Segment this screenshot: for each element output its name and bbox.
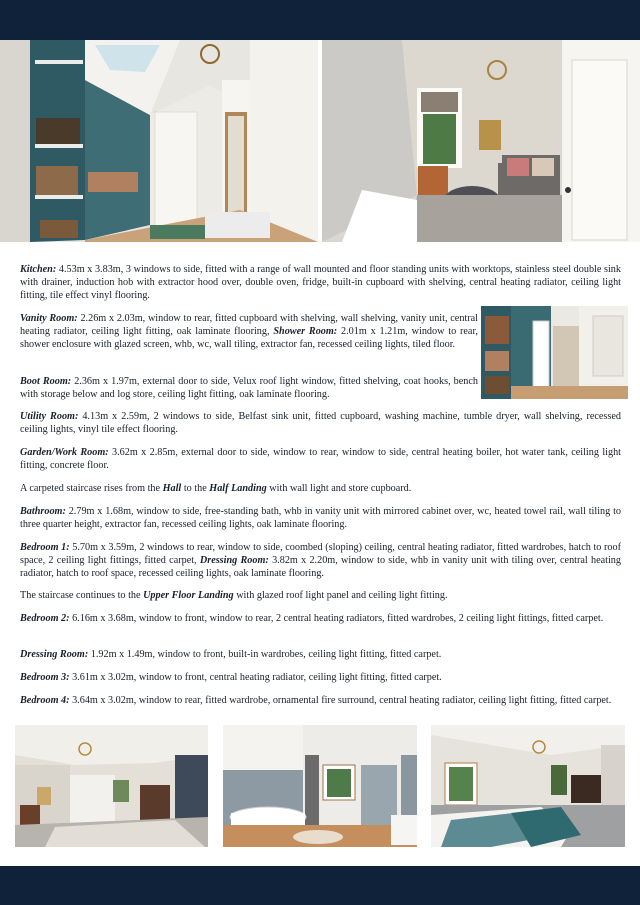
- kitchen-paragraph: [20, 264, 621, 303]
- vanity-room-label: Vanity Room:: [20, 313, 78, 324]
- upper-landing-paragraph: [20, 590, 621, 603]
- staircase-post: with wall light and store cupboard.: [266, 483, 412, 494]
- half-landing-label: Half Landing: [209, 483, 267, 494]
- upper-landing-post: with glazed roof light panel and ceiling light fitting.: [233, 590, 448, 601]
- bottom-banner: [0, 866, 640, 905]
- bedroom-four-photo: [431, 725, 625, 847]
- bedroom-1-paragraph: [20, 542, 621, 581]
- top-banner: [0, 0, 640, 40]
- kitchen-text: 4.53m x 3.83m, 3 windows to side, fitted with a range of wall mounted and floor standing units with worktops, stainless steel double sink with drainer, induction hob with extractor hood over, double oven, fridge, built-in cupboard with shelving, central heating radiator, ceiling light fitting, tile effect vinyl flooring.: [20, 264, 621, 301]
- garden-work-room-label: Garden/Work Room:: [20, 447, 109, 458]
- shower-room-label: Shower Room:: [273, 325, 338, 337]
- bedroom-3-text: 3.61m x 3.02m, window to front, central heating radiator, ceiling light fitting, fitted carpet.: [69, 672, 442, 683]
- bedroom-2-text: 6.16m x 3.68m, window to front, window to rear, 2 central heating radiators, fitted wardrobes, 2 ceiling light fittings, fitted carpet.: [69, 613, 604, 624]
- boot-room-small-photo: [481, 306, 628, 399]
- utility-room-label: Utility Room:: [20, 411, 79, 422]
- shower-room-text: 2.01m x 1.21m, window to rear, shower enclosure with glazed screen, whb, wc, wall tiling, extractor fan, recessed ceiling lights, tiled floor.: [20, 325, 478, 350]
- bathroom-label: Bathroom:: [20, 506, 66, 517]
- bathroom-text: 2.79m x 1.68m, window to side, free-standing bath, whb in vanity unit with mirrored cabinet over, wc, heated towel rail, wall tiling to three quarter height, extractor fan, recessed ceiling lights, oak laminate flooring.: [20, 506, 621, 530]
- bedroom-4-label: Bedroom 4:: [20, 695, 70, 706]
- bedroom-photo: [15, 725, 208, 847]
- kitchen-label: Kitchen:: [20, 264, 57, 275]
- boot-room-label: Boot Room:: [20, 376, 72, 387]
- vanity-shower-paragraph: [20, 313, 478, 352]
- bedroom-4-text: 3.64m x 3.02m, window to rear, fitted wardrobe, ornamental fire surround, central heating radiator, ceiling light fitting, fitted carpet.: [69, 695, 612, 706]
- utility-room-paragraph: [20, 411, 621, 437]
- dressing-room-2-paragraph: [20, 649, 621, 662]
- boot-room-text: 2.36m x 1.97m, external door to side, Velux roof light window, fitted shelving, coat hooks, bench with storage below and log store, ceiling light fitting, oak laminate flooring.: [20, 376, 478, 400]
- bathroom-paragraph: [20, 506, 621, 532]
- bedroom-3-label: Bedroom 3:: [20, 672, 70, 683]
- garden-work-room-text: 3.62m x 2.85m, external door to side, window to rear, window to side, central heating boiler, hot water tank, ceiling light fitting, concrete floor.: [20, 447, 621, 471]
- vanity-room-text: 2.26m x 2.03m, window to rear, fitted cupboard with shelving, wall shelving, vanity unit, central heating radiator, ceiling light fitting, oak laminate flooring,: [20, 313, 478, 337]
- bedroom-1-text: 5.70m x 3.59m, 2 windows to rear, window to side, coombed (sloping) ceiling, central heating radiator, fitted wardrobes, hatch to roof space, 2 ceiling light fittings, fitted carpet,: [20, 542, 621, 566]
- hall-label: Hall: [162, 483, 182, 494]
- bedroom-2-label: Bedroom 2:: [20, 613, 70, 624]
- garden-work-room-paragraph: [20, 447, 621, 473]
- upper-floor-landing-label: Upper Floor Landing: [143, 590, 234, 601]
- upper-landing-pre: The staircase continues to the: [20, 590, 144, 601]
- dressing-room-2-text: 1.92m x 1.49m, window to front, built-in wardrobes, ceiling light fitting, fitted carpet.: [88, 649, 442, 660]
- dressing-room-1-text: 3.82m x 2.20m, window to side, whb in vanity unit with tiling over, central heating radiator, hatch to roof space, recessed ceiling lights, oak laminate flooring.: [20, 554, 621, 579]
- staircase-pre: A carpeted staircase rises from the: [20, 483, 163, 494]
- bedroom-2-paragraph: [20, 613, 621, 626]
- boot-room-photo: [0, 40, 318, 242]
- bathroom-photo: [223, 725, 417, 847]
- staircase-mid: to the: [181, 483, 210, 494]
- sitting-room-photo: [322, 40, 640, 242]
- bedroom-3-paragraph: [20, 672, 621, 685]
- utility-room-text: 4.13m x 2.59m, 2 windows to side, Belfast sink unit, fitted cupboard, washing machine, tumble dryer, wall shelving, recessed ceiling lights, vinyl tile effect flooring.: [20, 411, 621, 435]
- boot-room-paragraph: [20, 376, 478, 402]
- bedroom-1-label: Bedroom 1:: [20, 542, 70, 553]
- staircase-paragraph: [20, 483, 621, 496]
- dressing-room-1-label: Dressing Room:: [199, 554, 269, 566]
- dressing-room-2-label: Dressing Room:: [20, 649, 89, 660]
- bedroom-4-paragraph: [20, 695, 621, 708]
